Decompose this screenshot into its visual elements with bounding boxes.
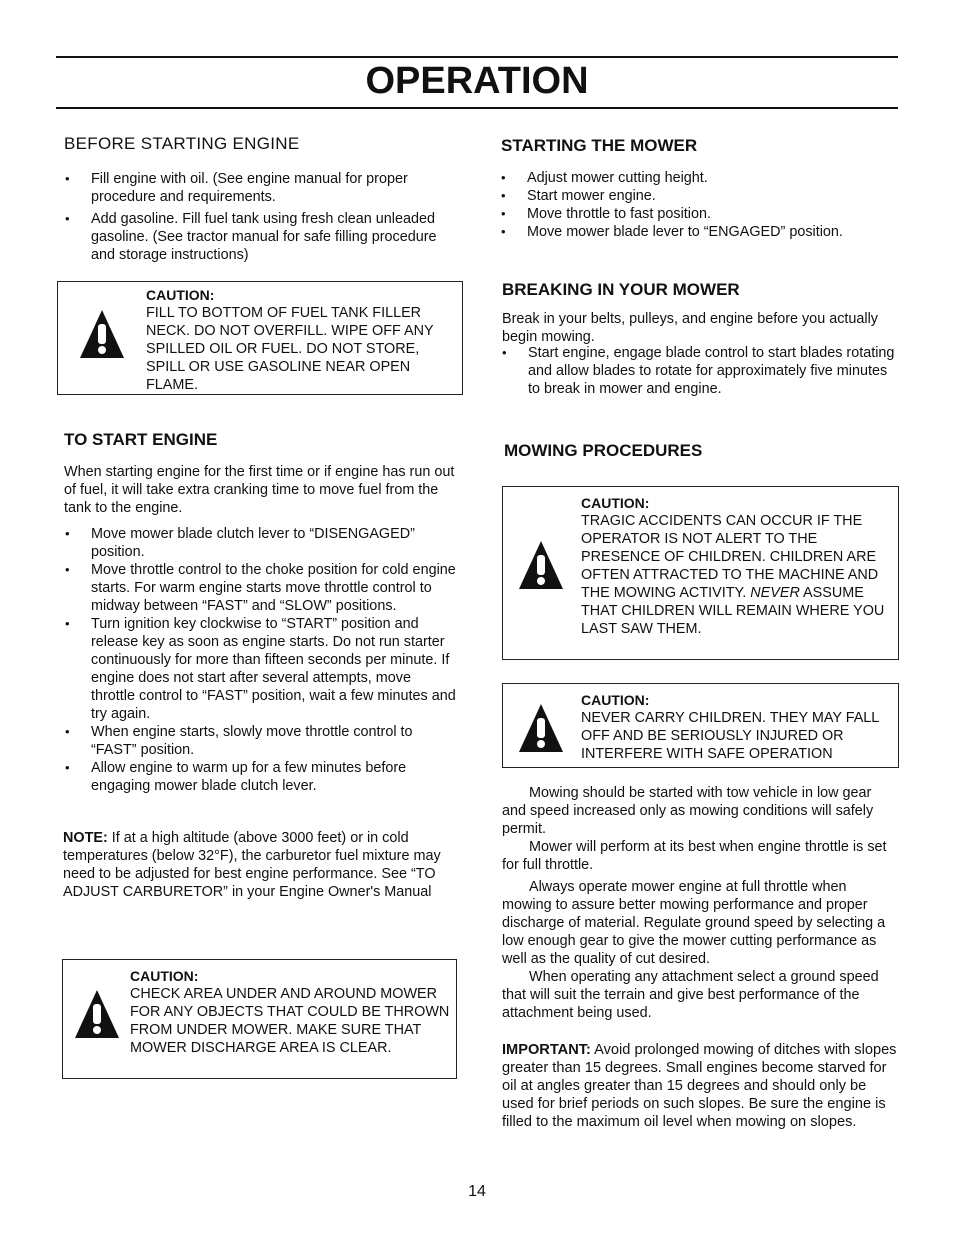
warning-triangle-icon [517, 539, 565, 591]
starting-mower-heading: STARTING THE MOWER [501, 136, 698, 155]
page-number: 14 [468, 1183, 486, 1200]
list-item: • Start engine, engage blade control to start blades rotating and allow blades to rotate for approximately five minutes to break in mower and engine. [500, 344, 897, 398]
to-start-heading: TO START ENGINE [64, 430, 218, 449]
list-item: • Fill engine with oil. (See engine manual for proper procedure and requirements. [63, 170, 458, 206]
caution-label: CAUTION: [581, 495, 650, 511]
page-title: OPERATION [365, 60, 589, 102]
caution-text: TRAGIC ACCIDENTS CAN OCCUR IF THE OPERATOR IS NOT ALERT TO THE PRESENCE OF CHILDREN. CHILDREN ARE OFTEN ATTRACTED TO THE MACHINE AND THE MOWING ACTIVITY. NEVER ASSUME THAT CHILDREN WILL REMAIN WHERE YOU LAST SAW THEM. [581, 513, 885, 637]
note-label: NOTE: [63, 830, 108, 846]
mowing-heading: MOWING PROCEDURES [504, 441, 703, 460]
caution-text: NEVER CARRY CHILDREN. THEY MAY FALL OFF AND BE SERIOUSLY INJURED OR INTERFERE WITH SAFE OPERATION [581, 710, 879, 762]
list-item: • Move throttle control to the choke position for cold engine starts. For warm engine starts move throttle control to midway between “FAST” and “SLOW” positions. [63, 561, 458, 615]
warning-triangle-icon [73, 988, 121, 1040]
caution-text: CHECK AREA UNDER AND AROUND MOWER FOR ANY OBJECTS THAT COULD BE THROWN FROM UNDER MOWER. MAKE SURE THAT MOWER DISCHARGE AREA IS CLEAR. [130, 986, 450, 1056]
list-item: • When engine starts, slowly move throttle control to “FAST” position. [63, 723, 458, 759]
list-item: • Turn ignition key clockwise to “START” position and release key as soon as engine starts. Do not run starter continuously for more than fifteen seconds per minute. If engine does not start after several attempts, move throttle control to “FAST” position, wait a few minutes and try again. [63, 615, 458, 723]
mowing-paragraph: Mower will perform at its best when engine throttle is set for full throttle. [502, 839, 887, 873]
breaking-in-list [500, 344, 897, 398]
caution-label: CAUTION: [130, 968, 199, 984]
important-text: Avoid prolonged mowing of ditches with slopes greater than 15 degrees. Small engines become starved for oil at angles greater than 15 degrees and should only be used for brief periods on such slopes. Be sure the engine is filled to the maximum oil level when mowing on slopes. [502, 1042, 897, 1130]
mowing-section [504, 441, 899, 461]
caution-box-children [502, 486, 899, 660]
list-item: • Start mower engine. [499, 187, 899, 205]
to-start-section [64, 430, 459, 517]
before-starting-list [63, 170, 458, 264]
mowing-paragraph: Always operate mower engine at full throttle when mowing to assure better mowing performance and proper discharge of material. Regulate ground speed by selecting a low enough gear to give the mower cutting performance as well as the quality of cut desired. [502, 879, 886, 967]
starting-mower-section [501, 136, 901, 156]
never-emphasis: NEVER [750, 585, 800, 601]
top-rule [56, 56, 898, 58]
starting-mower-list [499, 169, 899, 241]
before-starting-section [64, 134, 464, 154]
note-paragraph [63, 829, 458, 901]
breaking-in-heading: BREAKING IN YOUR MOWER [502, 280, 740, 299]
title-underline [56, 107, 898, 109]
mowing-paragraph: When operating any attachment select a ground speed that will suit the terrain and give best performance of the attachment being used. [502, 969, 879, 1021]
caution-box-fuel [57, 281, 463, 395]
list-item: • Move throttle to fast position. [499, 205, 899, 223]
list-item: • Add gasoline. Fill fuel tank using fresh clean unleaded gasoline. (See tractor manual for safe filling procedure and storage instructions) [63, 210, 458, 264]
important-paragraph [502, 1041, 900, 1131]
before-starting-heading: BEFORE STARTING ENGINE [64, 134, 300, 153]
caution-text: FILL TO BOTTOM OF FUEL TANK FILLER NECK. DO NOT OVERFILL. WIPE OFF ANY SPILLED OIL OR FUEL. DO NOT STORE, SPILL OR USE GASOLINE NEAR OPEN FLAME. [146, 305, 434, 393]
caution-box-objects [62, 959, 457, 1079]
to-start-intro: When starting engine for the first time or if engine has run out of fuel, it will take extra cranking time to move fuel from the tank to the engine. [64, 464, 455, 516]
list-item: • Allow engine to warm up for a few minutes before engaging mower blade clutch lever. [63, 759, 458, 795]
breaking-in-section [502, 280, 897, 346]
mowing-paragraph: Mowing should be started with tow vehicle in low gear and speed increased only as mowing conditions will safely permit. [502, 785, 874, 837]
list-item: • Move mower blade clutch lever to “DISENGAGED” position. [63, 525, 458, 561]
warning-triangle-icon [78, 308, 126, 360]
caution-box-carry [502, 683, 899, 768]
note-text: If at a high altitude (above 3000 feet) or in cold temperatures (below 32°F), the carburetor fuel mixture may need to be adjusted for best engine performance. See “TO ADJUST CARBURETOR” in your Engine Owner's Manual [63, 830, 441, 900]
mowing-paragraphs [502, 784, 898, 1022]
list-item: • Move mower blade lever to “ENGAGED” position. [499, 223, 899, 241]
caution-label: CAUTION: [581, 692, 650, 708]
caution-label: CAUTION: [146, 287, 215, 303]
to-start-list [63, 525, 458, 795]
important-label: IMPORTANT: [502, 1042, 591, 1058]
breaking-in-intro: Break in your belts, pulleys, and engine before you actually begin mowing. [502, 311, 878, 345]
warning-triangle-icon [517, 702, 565, 754]
list-item: • Adjust mower cutting height. [499, 169, 899, 187]
